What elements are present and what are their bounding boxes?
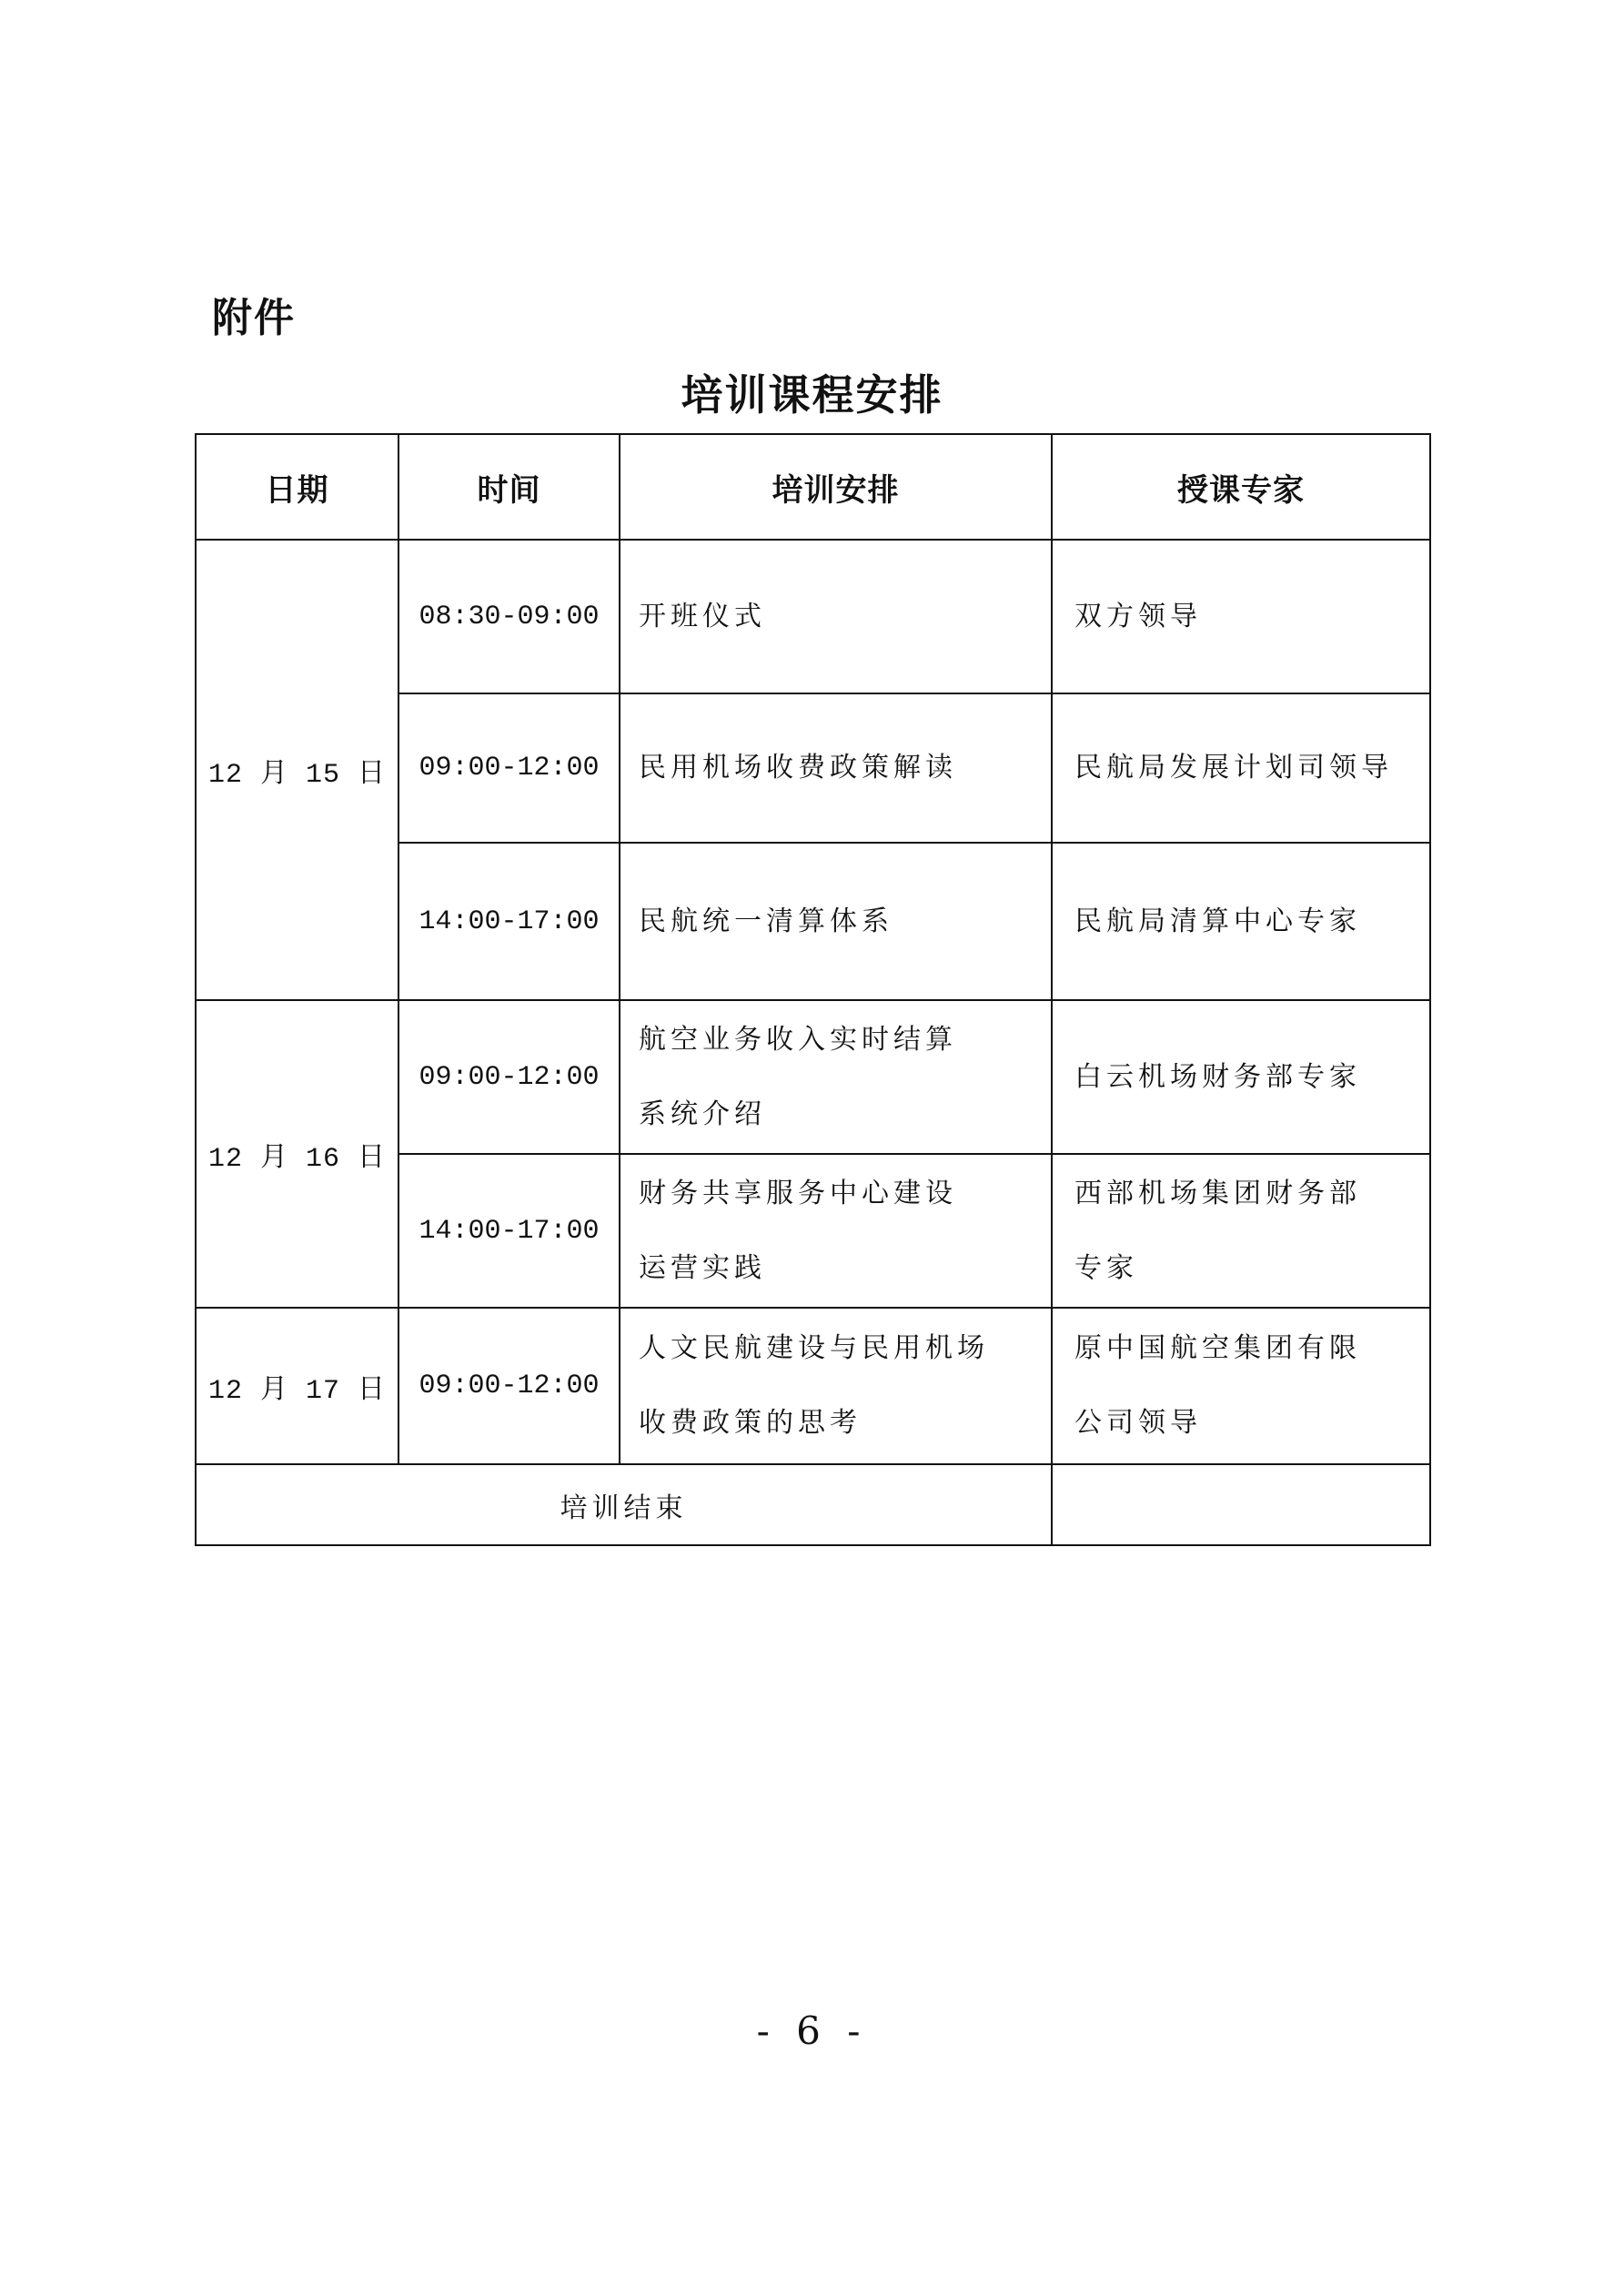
time-cell: 14:00-17:00: [398, 843, 620, 1000]
time-cell: 14:00-17:00: [398, 1154, 620, 1308]
time-cell: 08:30-09:00: [398, 540, 620, 693]
topic-cell: [620, 1308, 1052, 1464]
topic-cell: [620, 843, 1052, 1000]
expert-cell: [1052, 1154, 1430, 1308]
table-row: [196, 1000, 1430, 1154]
expert-line: 民航局发展计划司领导: [1074, 752, 1393, 784]
header-time: 时间: [398, 434, 620, 540]
header-arrangement: 培训安排: [620, 434, 1052, 540]
table-end-row: [196, 1464, 1430, 1545]
expert-cell: [1052, 540, 1430, 693]
table-row: [196, 540, 1430, 693]
topic-line: 航空业务收入实时结算: [639, 1023, 957, 1056]
topic-line: 收费政策的思考: [639, 1407, 862, 1439]
topic-line: 人文民航建设与民用机场: [639, 1332, 989, 1364]
page-title: 培训课程安排: [681, 370, 943, 420]
date-cell: 12 月 15 日: [196, 540, 398, 1000]
expert-cell: [1052, 693, 1430, 843]
training-end-cell: 培训结束: [196, 1464, 1052, 1545]
expert-line: 专家: [1074, 1251, 1138, 1284]
topic-line: 民用机场收费政策解读: [639, 752, 957, 784]
topic-line: 开班仪式: [639, 600, 766, 632]
page-number: - 6 -: [756, 2008, 868, 2053]
attachment-label: 附件: [212, 295, 296, 341]
table-header-row: [196, 434, 1430, 540]
expert-line: 白云机场财务部专家: [1074, 1060, 1361, 1093]
training-schedule-table: [195, 433, 1431, 1546]
empty-cell: [1052, 1464, 1430, 1545]
expert-cell: [1052, 1308, 1430, 1464]
topic-cell: [620, 1154, 1052, 1308]
header-expert: 授课专家: [1052, 434, 1430, 540]
expert-cell: [1052, 1000, 1430, 1154]
time-cell: 09:00-12:00: [398, 1000, 620, 1154]
date-cell: 12 月 17 日: [196, 1308, 398, 1464]
topic-line: 民航统一清算体系: [639, 905, 893, 937]
topic-cell: [620, 1000, 1052, 1154]
topic-cell: [620, 540, 1052, 693]
header-date: 日期: [196, 434, 398, 540]
expert-line: 原中国航空集团有限: [1074, 1332, 1361, 1364]
date-cell: 12 月 16 日: [196, 1000, 398, 1308]
expert-line: 西部机场集团财务部: [1074, 1177, 1361, 1209]
expert-line: 民航局清算中心专家: [1074, 905, 1361, 937]
table-row: [196, 1308, 1430, 1464]
topic-line: 财务共享服务中心建设: [639, 1177, 957, 1209]
topic-cell: [620, 693, 1052, 843]
expert-line: 公司领导: [1074, 1407, 1202, 1439]
expert-line: 双方领导: [1074, 600, 1202, 632]
time-cell: 09:00-12:00: [398, 693, 620, 843]
time-cell: 09:00-12:00: [398, 1308, 620, 1464]
expert-cell: [1052, 843, 1430, 1000]
topic-line: 系统介绍: [639, 1097, 766, 1130]
topic-line: 运营实践: [639, 1251, 766, 1284]
